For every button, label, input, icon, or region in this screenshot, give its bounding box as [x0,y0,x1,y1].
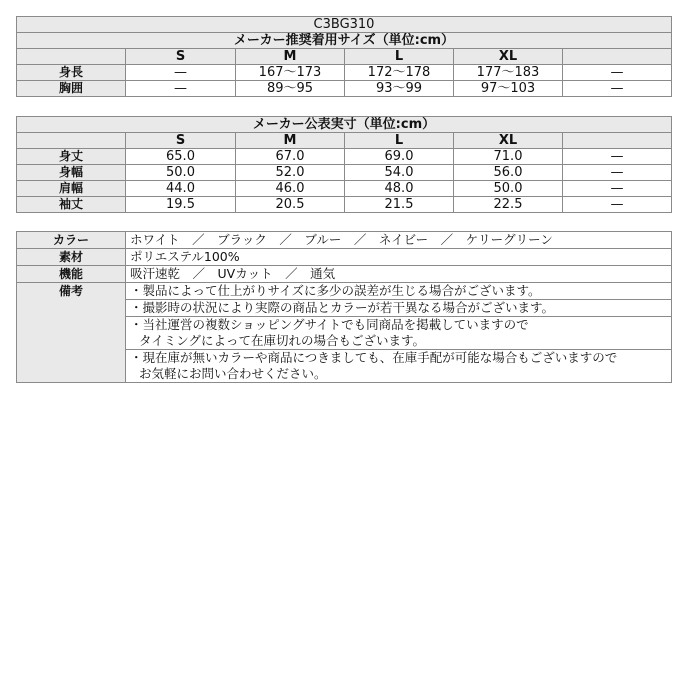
cell: 93～99 [345,81,454,97]
note-item: ・撮影時の状況により実際の商品とカラーが若干異なる場合がございます。 [126,300,672,317]
material-label: 素材 [17,249,126,266]
size-header-m: M [236,49,345,65]
cell: 50.0 [454,181,563,197]
table-row [17,197,672,213]
function-value: 吸汗速乾 ／ UVカット ／ 通気 [126,266,672,283]
cell: — [126,81,236,97]
cell: 167～173 [236,65,345,81]
table-row [17,149,672,165]
corner-cell [17,133,126,149]
cell: 44.0 [126,181,236,197]
cell: 20.5 [236,197,345,213]
cell: 22.5 [454,197,563,213]
size-header-l: L [345,49,454,65]
cell: — [563,165,672,181]
cell: 69.0 [345,149,454,165]
spec-row-notes [17,283,672,300]
actual-size-table [16,116,672,213]
size-header-extra [563,49,672,65]
cell: 67.0 [236,149,345,165]
cell: 46.0 [236,181,345,197]
product-spec-table [16,231,672,383]
size-header-xl: XL [454,49,563,65]
cell: 172～178 [345,65,454,81]
corner-cell [17,49,126,65]
note-item [126,317,672,350]
cell: 65.0 [126,149,236,165]
notes-label: 備考 [17,283,126,383]
product-code: C3BG310 [17,17,672,33]
cell: 21.5 [345,197,454,213]
cell: — [563,65,672,81]
color-value: ホワイト ／ ブラック ／ ブルー ／ ネイビー ／ ケリーグリーン [126,232,672,249]
note-item: ・製品によって仕上がりサイズに多少の誤差が生じる場合がございます。 [126,283,672,300]
row-label-shoulder: 肩幅 [17,181,126,197]
cell: 97～103 [454,81,563,97]
cell: — [563,181,672,197]
note-line: ・当社運営の複数ショッピングサイトでも同商品を掲載していますので [130,317,529,332]
cell: — [563,197,672,213]
color-label: カラー [17,232,126,249]
size-header-m: M [236,133,345,149]
recommended-size-title: メーカー推奨着用サイズ（単位:cm） [17,33,672,49]
cell: 71.0 [454,149,563,165]
note-item [126,350,672,383]
cell: — [563,149,672,165]
size-header-l: L [345,133,454,149]
row-label-width: 身幅 [17,165,126,181]
spec-row-material [17,249,672,266]
table-row [17,65,672,81]
cell: 48.0 [345,181,454,197]
material-value: ポリエステル100% [126,249,672,266]
cell: 89～95 [236,81,345,97]
note-line: お気軽にお問い合わせください。 [139,366,327,381]
table-row [17,181,672,197]
cell: 19.5 [126,197,236,213]
size-header-xl: XL [454,133,563,149]
size-header-s: S [126,49,236,65]
spec-row-function [17,266,672,283]
cell: 56.0 [454,165,563,181]
cell: 54.0 [345,165,454,181]
row-label-chest: 胸囲 [17,81,126,97]
note-line: タイミングによって在庫切れの場合もございます。 [139,333,426,348]
table-row [17,165,672,181]
cell: 50.0 [126,165,236,181]
size-header-extra [563,133,672,149]
actual-size-title: メーカー公表実寸（単位:cm） [17,117,672,133]
cell: — [563,81,672,97]
row-label-sleeve: 袖丈 [17,197,126,213]
table-row [17,81,672,97]
cell: 177～183 [454,65,563,81]
function-label: 機能 [17,266,126,283]
row-label-height: 身長 [17,65,126,81]
cell: — [126,65,236,81]
row-label-length: 身丈 [17,149,126,165]
note-line: ・現在庫が無いカラーや商品につきましても、在庫手配が可能な場合もございますので [130,350,618,365]
size-header-s: S [126,133,236,149]
spec-row-color [17,232,672,249]
recommended-size-table [16,16,672,97]
cell: 52.0 [236,165,345,181]
